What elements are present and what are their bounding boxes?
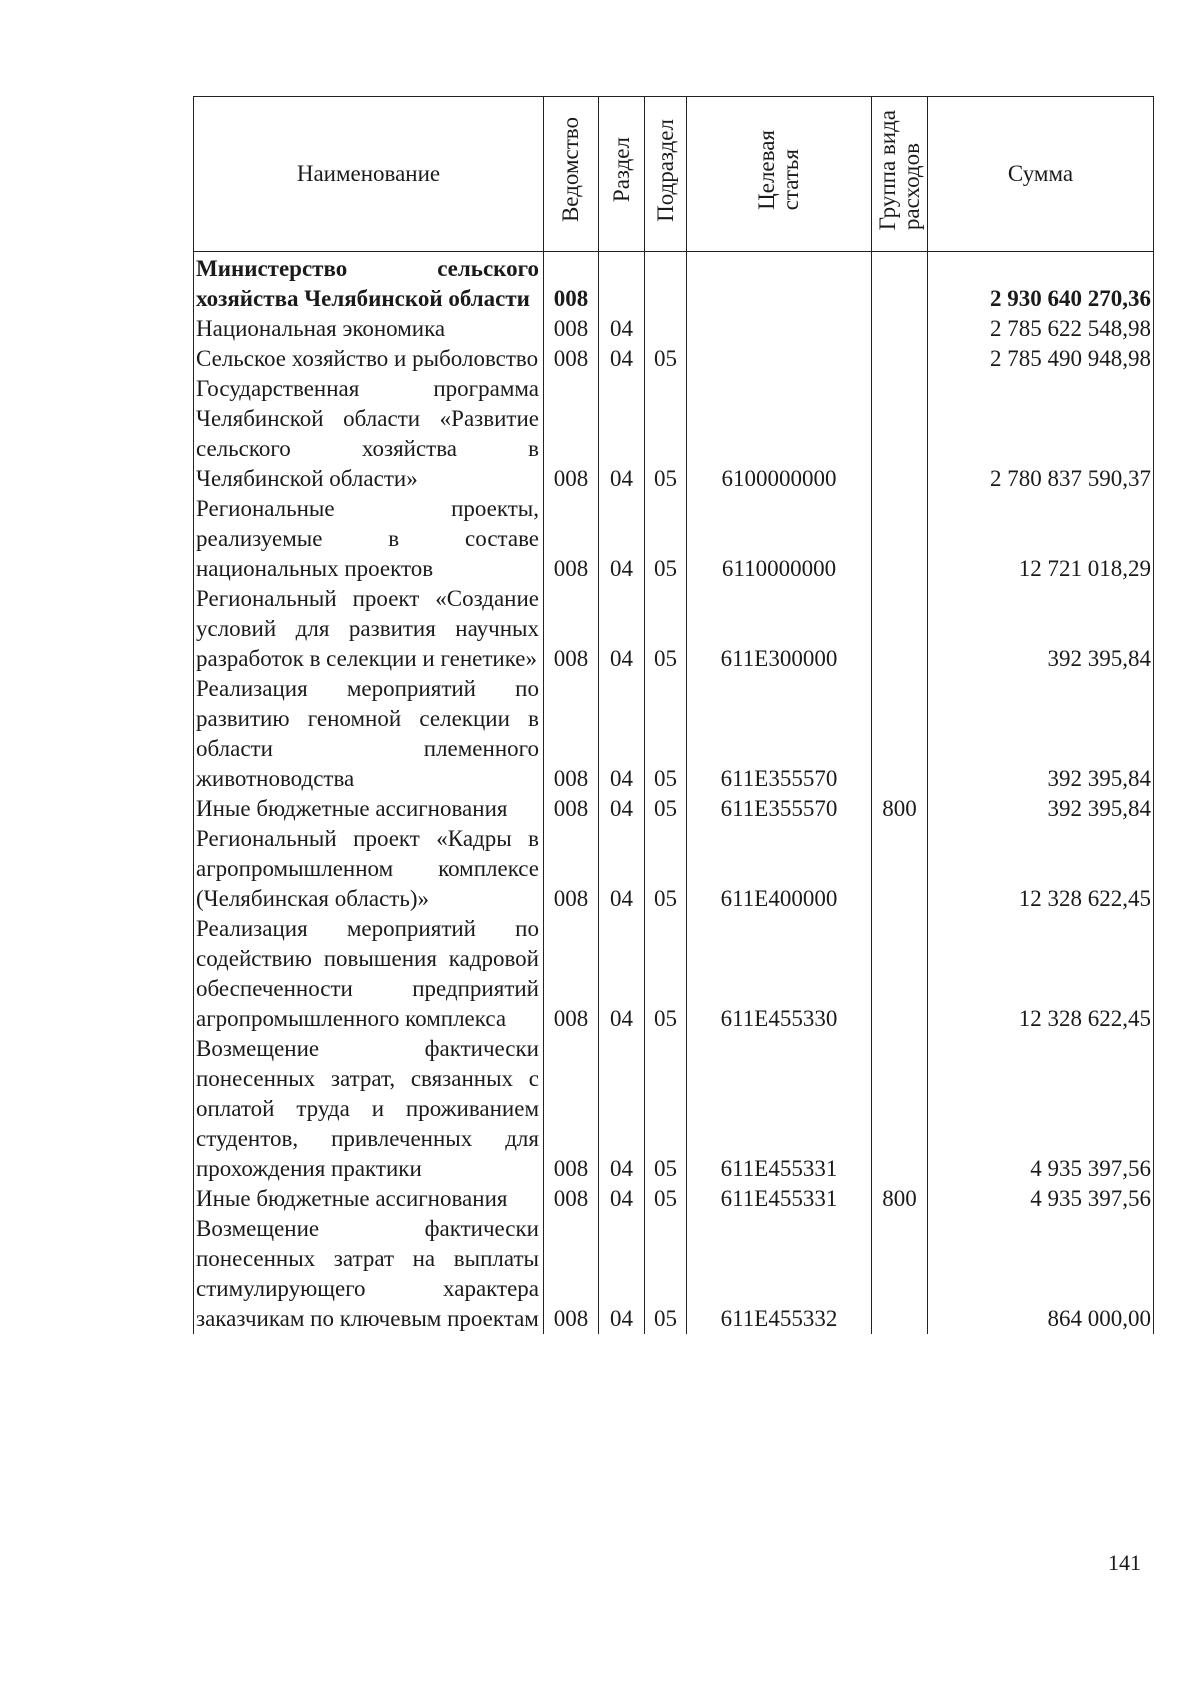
row-sum: 2 780 837 590,37 xyxy=(928,374,1154,494)
table-row xyxy=(194,674,1154,794)
row-target: 611E300000 xyxy=(687,584,872,674)
row-sum: 4 935 397,56 xyxy=(928,1184,1154,1214)
row-group xyxy=(872,674,928,794)
table-row xyxy=(194,1214,1154,1334)
row-target: 611E400000 xyxy=(687,824,872,914)
table-row xyxy=(194,494,1154,584)
row-subsection: 05 xyxy=(645,1214,687,1334)
row-subsection: 05 xyxy=(645,824,687,914)
row-group xyxy=(872,494,928,584)
row-sum: 864 000,00 xyxy=(928,1214,1154,1334)
row-group xyxy=(872,1034,928,1184)
row-name: Иные бюджетные ассигнования xyxy=(194,794,544,824)
table-row xyxy=(194,344,1154,374)
row-dept: 008 xyxy=(544,584,599,674)
header-group-line1: Группа вида xyxy=(874,109,900,231)
row-subsection: 05 xyxy=(645,674,687,794)
row-dept: 008 xyxy=(544,374,599,494)
row-dept: 008 xyxy=(544,794,599,824)
row-target: 6100000000 xyxy=(687,374,872,494)
row-dept: 008 xyxy=(544,252,599,315)
row-dept: 008 xyxy=(544,494,599,584)
row-group xyxy=(872,914,928,1034)
table-row xyxy=(194,1184,1154,1214)
row-subsection: 05 xyxy=(645,1184,687,1214)
header-dept: Ведомство xyxy=(544,97,599,252)
row-name: Сельское хозяйство и рыболовство xyxy=(194,344,544,374)
row-group xyxy=(872,374,928,494)
row-target xyxy=(687,344,872,374)
row-sum: 2 930 640 270,36 xyxy=(928,252,1154,315)
row-group: 800 xyxy=(872,794,928,824)
row-sum: 2 785 622 548,98 xyxy=(928,314,1154,344)
header-subsection: Подраздел xyxy=(645,97,687,252)
row-sum: 12 721 018,29 xyxy=(928,494,1154,584)
header-target-line2: статья xyxy=(778,148,803,210)
row-name: Министерство сельского хозяйства Челябинской области xyxy=(194,252,544,315)
row-section: 04 xyxy=(599,344,645,374)
row-sum: 4 935 397,56 xyxy=(928,1034,1154,1184)
header-section: Раздел xyxy=(599,97,645,252)
row-target: 6110000000 xyxy=(687,494,872,584)
row-target: 611E455332 xyxy=(687,1214,872,1334)
row-section: 04 xyxy=(599,1034,645,1184)
header-sum: Сумма xyxy=(928,97,1154,252)
row-group xyxy=(872,344,928,374)
table-row xyxy=(194,794,1154,824)
table-row xyxy=(194,252,1154,315)
row-name: Государственная программа Челябинской области «Развитие сельского хозяйства в Челябинской области» xyxy=(194,374,544,494)
table-row xyxy=(194,914,1154,1034)
row-dept: 008 xyxy=(544,674,599,794)
row-sum: 2 785 490 948,98 xyxy=(928,344,1154,374)
row-section: 04 xyxy=(599,494,645,584)
row-group xyxy=(872,252,928,315)
row-section: 04 xyxy=(599,1184,645,1214)
row-group xyxy=(872,314,928,344)
row-subsection: 05 xyxy=(645,794,687,824)
row-name: Реализация мероприятий по содействию повышения кадровой обеспеченности предприятий агропромышленного комплекса xyxy=(194,914,544,1034)
header-target-line1: Целевая xyxy=(754,130,779,210)
row-dept: 008 xyxy=(544,1184,599,1214)
row-group xyxy=(872,824,928,914)
row-subsection: 05 xyxy=(645,374,687,494)
row-dept: 008 xyxy=(544,914,599,1034)
row-subsection xyxy=(645,314,687,344)
table-row xyxy=(194,1034,1154,1184)
row-section: 04 xyxy=(599,674,645,794)
row-subsection: 05 xyxy=(645,344,687,374)
row-target xyxy=(687,314,872,344)
row-name: Региональный проект «Кадры в агропромышленном комплексе (Челябинская область)» xyxy=(194,824,544,914)
row-section xyxy=(599,252,645,315)
row-subsection xyxy=(645,252,687,315)
row-target: 611E455331 xyxy=(687,1184,872,1214)
row-section: 04 xyxy=(599,1214,645,1334)
row-name: Национальная экономика xyxy=(194,314,544,344)
row-sum: 392 395,84 xyxy=(928,794,1154,824)
row-section: 04 xyxy=(599,584,645,674)
row-name: Возмещение фактически понесенных затрат, связанных с оплатой труда и проживанием студентов, привлеченных для прохождения практики xyxy=(194,1034,544,1184)
row-name: Возмещение фактически понесенных затрат на выплаты стимулирующего характера заказчикам по ключевым проектам xyxy=(194,1214,544,1334)
budget-table xyxy=(193,96,1154,1334)
row-group xyxy=(872,584,928,674)
row-dept: 008 xyxy=(544,824,599,914)
row-sum: 392 395,84 xyxy=(928,584,1154,674)
row-sum: 392 395,84 xyxy=(928,674,1154,794)
header-target xyxy=(687,97,872,252)
row-section: 04 xyxy=(599,914,645,1034)
row-name: Реализация мероприятий по развитию геномной селекции в области племенного животноводства xyxy=(194,674,544,794)
row-target: 611E455331 xyxy=(687,1034,872,1184)
row-dept: 008 xyxy=(544,1034,599,1184)
row-dept: 008 xyxy=(544,314,599,344)
row-sum: 12 328 622,45 xyxy=(928,914,1154,1034)
row-dept: 008 xyxy=(544,344,599,374)
row-name: Региональный проект «Создание условий для развития научных разработок в селекции и генетике» xyxy=(194,584,544,674)
table-header xyxy=(194,97,1154,252)
row-group xyxy=(872,1214,928,1334)
row-section: 04 xyxy=(599,374,645,494)
header-group-line2: расходов xyxy=(898,142,924,231)
row-target: 611E355570 xyxy=(687,794,872,824)
row-sum: 12 328 622,45 xyxy=(928,824,1154,914)
table-row xyxy=(194,824,1154,914)
table-body xyxy=(194,252,1154,1335)
row-target: 611E355570 xyxy=(687,674,872,794)
row-section: 04 xyxy=(599,314,645,344)
row-subsection: 05 xyxy=(645,1034,687,1184)
row-target: 611E455330 xyxy=(687,914,872,1034)
row-subsection: 05 xyxy=(645,584,687,674)
row-name: Иные бюджетные ассигнования xyxy=(194,1184,544,1214)
row-target xyxy=(687,252,872,315)
row-subsection: 05 xyxy=(645,494,687,584)
row-section: 04 xyxy=(599,794,645,824)
row-subsection: 05 xyxy=(645,914,687,1034)
table-row xyxy=(194,584,1154,674)
table-row xyxy=(194,374,1154,494)
header-name: Наименование xyxy=(194,97,544,252)
row-dept: 008 xyxy=(544,1214,599,1334)
row-section: 04 xyxy=(599,824,645,914)
table-row xyxy=(194,314,1154,344)
row-name: Региональные проекты, реализуемые в составе национальных проектов xyxy=(194,494,544,584)
page-number: 141 xyxy=(1108,1550,1141,1575)
header-group xyxy=(872,97,928,252)
row-group: 800 xyxy=(872,1184,928,1214)
